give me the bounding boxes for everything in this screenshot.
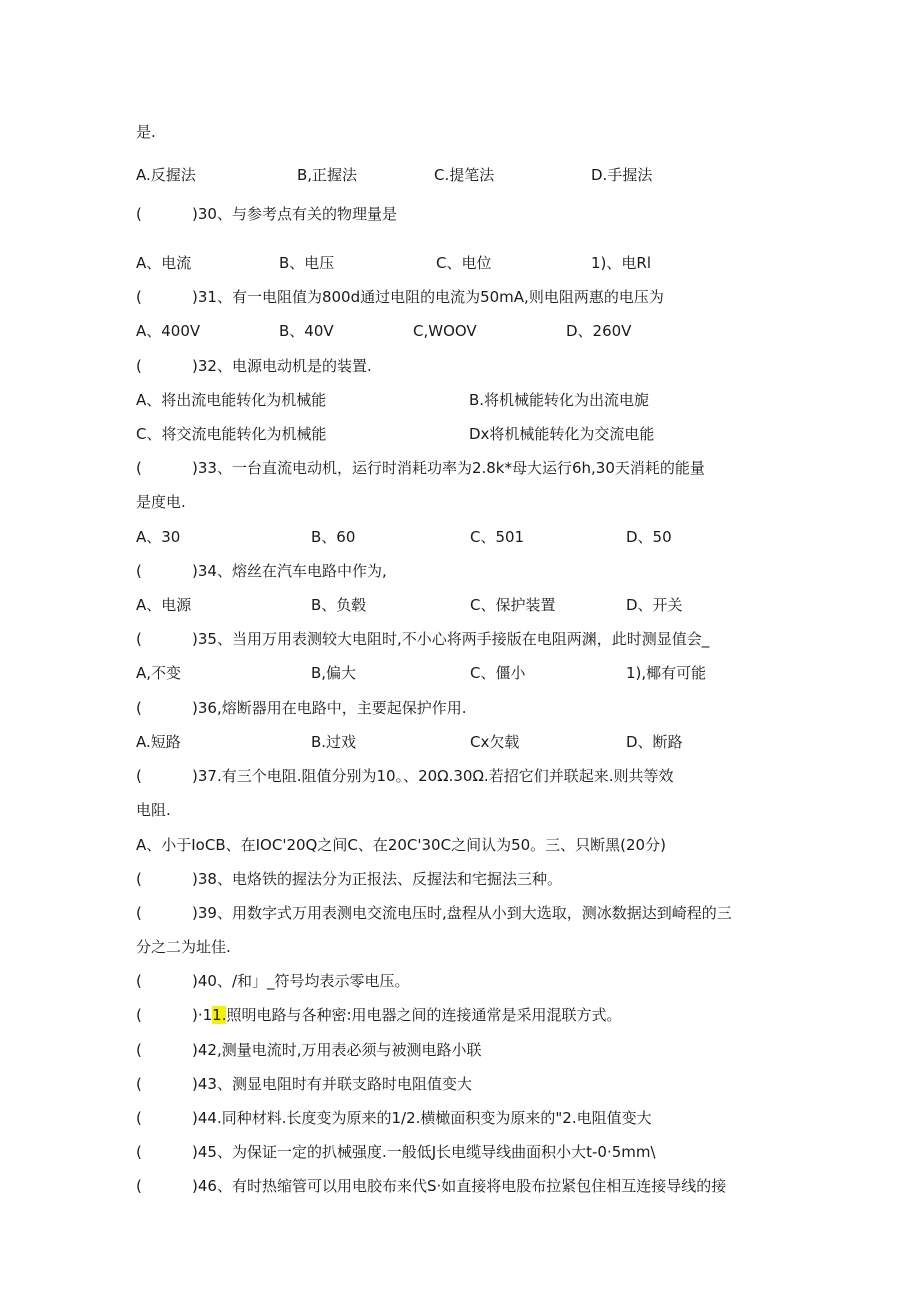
question-text: )45、为保证一定的扒械强度.一般低J长电缆导线曲面积小大t-0·5mm\ [192,1143,656,1161]
answer-blank-paren: ( [136,699,142,717]
answer-option: B.过戏 [311,733,357,751]
answer-option: D、260V [566,322,632,340]
text-line: 电阻. [136,801,171,819]
answer-blank-paren: ( [136,767,142,785]
question-text: )38、电烙铁的握法分为正报法、反握法和宅掘法三种。 [192,870,562,888]
text-line: 是度电. [136,493,186,511]
answer-option: B.将机械能转化为出流电旎 [469,391,650,409]
question-text: )46、有时热缩管可以用电胶布来代S·如直接将电股布拉紧包住相互连接导线的接 [192,1177,727,1195]
question-text: )42,测量电流时,万用表必须与被测电路小联 [192,1041,482,1059]
highlighted-text: 1. [212,1006,227,1024]
answer-blank-paren: ( [136,562,142,580]
answer-option: Dx将机械能转化为交流电能 [469,425,655,443]
answer-option: D.手握法 [591,166,653,184]
question-body: 照明电路与各种密:用电器之间的连接通常是采用混联方式。 [226,1006,622,1024]
text-line: A、小于IoCB、在IOC'20Q之间C、在20C'30C之间认为50。三、只断黑(20分) [136,836,666,854]
answer-blank-paren: ( [136,288,142,306]
answer-blank-paren: ( [136,459,142,477]
answer-blank-paren: ( [136,870,142,888]
answer-blank-paren: ( [136,357,142,375]
answer-option: C.提笔法 [434,166,495,184]
answer-option: A、400V [136,322,201,340]
text-line: 是. [136,123,156,141]
answer-option: A、30 [136,528,181,546]
answer-option: B、40V [279,322,334,340]
answer-blank-paren: ( [136,1075,142,1093]
question-text: )35、当用万用表测较大电阻时,不小心将两手接版在电阻两渊，此时测显值会_ [192,630,710,648]
answer-blank-paren: ( [136,1006,142,1024]
answer-blank-paren: ( [136,205,142,223]
answer-option: C、将交流电能转化为机械能 [136,425,327,443]
answer-blank-paren: ( [136,904,142,922]
answer-blank-paren: ( [136,1041,142,1059]
answer-option: C、僵小 [470,664,526,682]
answer-option: A,不变 [136,664,182,682]
question-text: )31、有一电阻值为800d通过电阻的电流为50mA,则电阻两惠的电压为 [192,288,664,306]
question-text: )43、测显电阻时有并联支路时电阻值变大 [192,1075,472,1093]
answer-option: D、开关 [626,596,683,614]
question-text: )36,熔断器用在电路中，主要起保护作用. [192,699,467,717]
question-text: )33、一台直流电动机，运行时消耗功率为2.8k*母大运行6h,30天消耗的能量 [192,459,705,477]
answer-blank-paren: ( [136,630,142,648]
answer-option: C、电位 [436,254,492,272]
answer-option: B、负毂 [311,596,367,614]
answer-option: A、电源 [136,596,192,614]
answer-option: D、50 [626,528,672,546]
answer-blank-paren: ( [136,1177,142,1195]
question-text: )32、电源电动机是的装置. [192,357,372,375]
answer-option: A.反握法 [136,166,196,184]
answer-option: 1),椰有可能 [626,664,707,682]
answer-option: A、电流 [136,254,192,272]
answer-option: B、电压 [279,254,335,272]
answer-option: A、将出流电能转化为机械能 [136,391,327,409]
answer-blank-paren: ( [136,1143,142,1161]
answer-option: Cx欠载 [470,733,520,751]
answer-option: D、断路 [626,733,683,751]
question-text: )37.有三个电阻.阻值分别为10。、20Ω.30Ω.若招它们并联起来.则共等效 [192,767,674,785]
answer-option: C、501 [470,528,525,546]
question-text: )30、与参考点有关的物理量是 [192,205,397,223]
question-text: )34、熔丝在汽车电路中作为, [192,562,387,580]
answer-option: C,WOOV [413,322,477,340]
question-text: )44.同种材料.长度变为原来的1/2.横橄面积变为原来的"2.电阻值变大 [192,1109,652,1127]
question-text: )40、/和」_符号均表示零电压。 [192,972,410,990]
answer-option: B、60 [311,528,356,546]
answer-option: 1)、电Rl [591,254,651,272]
question-text [192,1004,622,1026]
question-number-prefix: )·1 [192,1006,213,1024]
question-text: )39、用数字式万用表测电交流电压时,盘程从小到大选取，测冰数据达到崎程的三 [192,904,732,922]
text-line: 分之二为址佳. [136,938,231,956]
answer-blank-paren: ( [136,1109,142,1127]
answer-option: C、保护装置 [470,596,556,614]
answer-blank-paren: ( [136,972,142,990]
answer-option: A.短路 [136,733,181,751]
answer-option: B,正握法 [297,166,358,184]
answer-option: B,偏大 [311,664,357,682]
